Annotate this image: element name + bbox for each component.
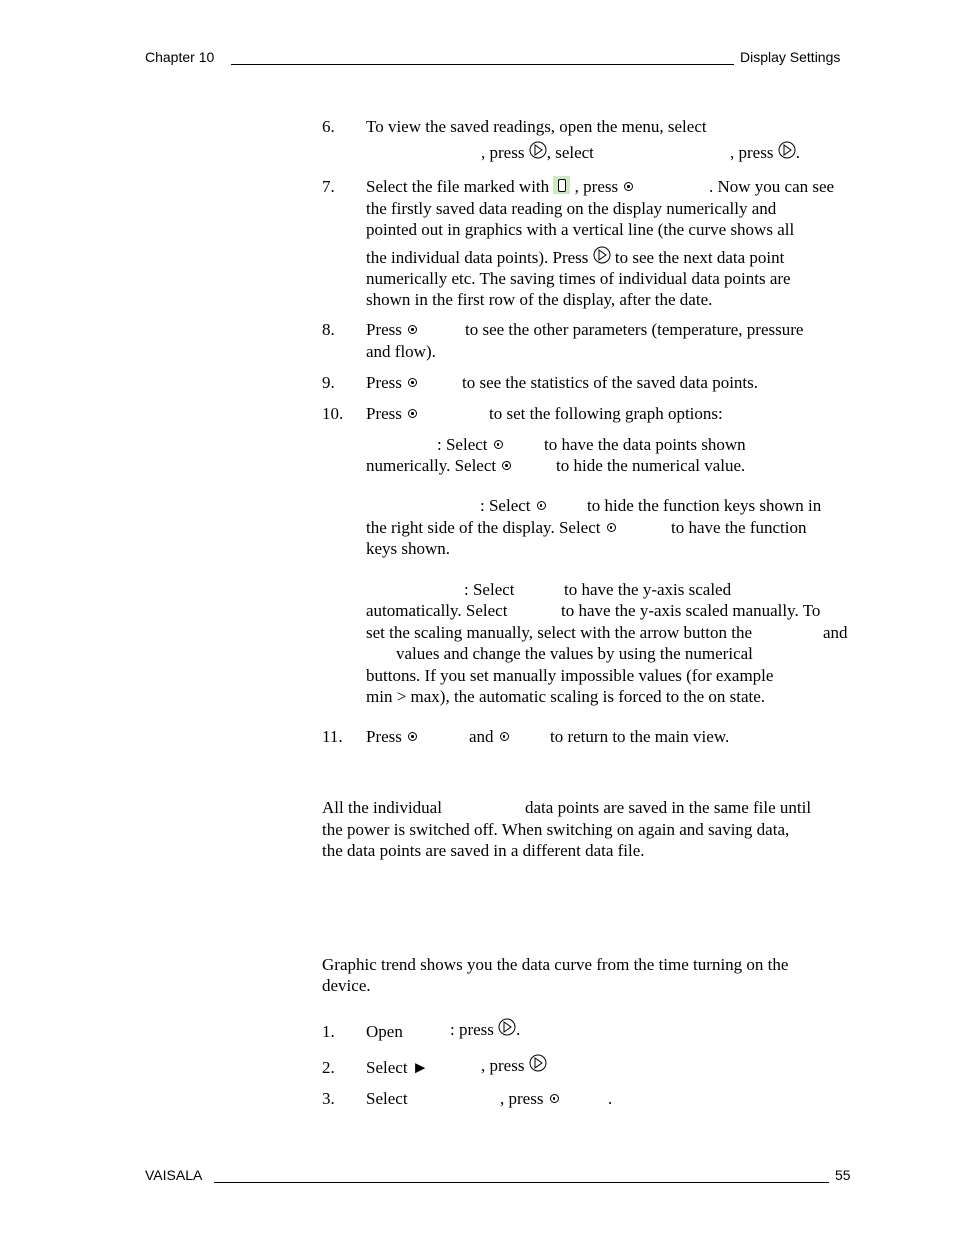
bottom-step-3-select: Select xyxy=(366,1089,408,1108)
step-7-line4: the individual data points). Press to see the next data point xyxy=(366,245,784,269)
option-3-line5: buttons. If you set manually impossible values (for example xyxy=(366,666,774,685)
bottom-step-1-press: : press . xyxy=(450,1017,520,1041)
step-10-press: Press xyxy=(366,403,419,425)
step-7-line2: the firstly saved data reading on the display numerically and xyxy=(366,199,777,218)
right-arrow-button-icon xyxy=(498,1017,516,1037)
option-3-select: : Select xyxy=(464,580,515,599)
ok-button-icon xyxy=(408,409,417,418)
step-7-line1: Select the file marked with , press xyxy=(366,176,635,198)
option-3-line2: automatically. Select xyxy=(366,601,508,620)
step-10-number: 10. xyxy=(322,404,344,423)
ok-button-icon xyxy=(408,378,417,387)
para-1-line3: the data points are saved in a different data file. xyxy=(322,841,645,860)
option-3-line3: set the scaling manually, select with the arrow button the xyxy=(366,623,753,642)
ok-button-icon xyxy=(624,182,633,191)
option-1-line1: to have the data points shown xyxy=(544,435,746,454)
bottom-step-3-press: , press xyxy=(500,1088,561,1110)
step-8-line2: and flow). xyxy=(366,342,436,361)
right-arrow-button-icon xyxy=(593,245,611,265)
step-11-number: 11. xyxy=(322,727,343,746)
right-arrow-button-icon xyxy=(529,1053,547,1073)
footer-company: VAISALA xyxy=(145,1167,203,1183)
option-3-line2-end: to have the y-axis scaled manually. To xyxy=(561,601,821,620)
option-1-select: : Select xyxy=(437,434,505,456)
bottom-step-3-end: . xyxy=(608,1089,613,1108)
option-3-line4: values and change the values by using the numerical xyxy=(396,644,753,663)
para-1-line1a: All the individual xyxy=(322,798,442,817)
para-1-line2: the power is switched off. When switching on again and saving data, xyxy=(322,820,790,839)
bottom-step-1-number: 1. xyxy=(322,1022,335,1041)
option-2-line1: to hide the function keys shown in xyxy=(587,496,822,515)
header-rule xyxy=(231,64,734,65)
bottom-step-2-select: Select ► xyxy=(366,1058,429,1077)
bottom-step-3-number: 3. xyxy=(322,1089,335,1108)
bottom-step-2-number: 2. xyxy=(322,1058,335,1077)
step-8-press: Press xyxy=(366,319,419,341)
ok-button-icon xyxy=(494,440,503,449)
step-6-number: 6. xyxy=(322,117,335,136)
option-2-line2: the right side of the display. Select xyxy=(366,517,618,539)
option-2-select: : Select xyxy=(480,495,548,517)
header-section: Display Settings xyxy=(740,49,841,65)
header-chapter: Chapter 10 xyxy=(145,49,215,65)
footer-rule xyxy=(214,1182,829,1183)
option-2-line3: keys shown. xyxy=(366,539,451,558)
option-3-line6: min > max), the automatic scaling is forced to the on state. xyxy=(366,687,766,706)
bottom-step-2-press: , press xyxy=(481,1053,547,1077)
step-7-line6: shown in the first row of the display, after the date. xyxy=(366,290,713,309)
option-3-line3-end: and xyxy=(823,623,848,642)
bottom-step-1-open: Open xyxy=(366,1022,403,1041)
step-7-line3: pointed out in graphics with a vertical line (the curve shows all xyxy=(366,220,795,239)
step-7-line5: numerically etc. The saving times of individual data points are xyxy=(366,269,791,288)
step-7-line1-end: . Now you can see xyxy=(709,177,835,196)
para-2-line2: device. xyxy=(322,976,371,995)
para-2-line1: Graphic trend shows you the data curve from the time turning on the xyxy=(322,955,789,974)
ok-button-icon xyxy=(408,732,417,741)
page-number: 55 xyxy=(835,1167,851,1183)
step-9-line1: to see the statistics of the saved data points. xyxy=(462,373,759,392)
ok-button-icon xyxy=(502,461,511,470)
step-9-press: Press xyxy=(366,372,419,394)
option-1-line2: numerically. Select xyxy=(366,455,513,477)
step-8-line1: to see the other parameters (temperature, pressure xyxy=(465,320,804,339)
right-arrow-button-icon xyxy=(529,140,547,160)
ok-button-icon xyxy=(408,325,417,334)
ok-button-icon xyxy=(550,1094,559,1103)
option-1-line2-end: to hide the numerical value. xyxy=(556,456,746,475)
step-6-line2: , press , select xyxy=(481,140,594,164)
step-11-and: and xyxy=(469,726,511,748)
step-9-number: 9. xyxy=(322,373,335,392)
step-10-line1: to set the following graph options: xyxy=(489,404,723,423)
ok-button-icon xyxy=(607,523,616,532)
step-6-line2-end: , press . xyxy=(730,140,800,164)
step-8-number: 8. xyxy=(322,320,335,339)
step-11-press: Press xyxy=(366,726,419,748)
option-2-line2-end: to have the function xyxy=(671,518,807,537)
option-3-line1: to have the y-axis scaled xyxy=(564,580,732,599)
file-marker-icon xyxy=(553,176,570,194)
right-arrow-button-icon xyxy=(778,140,796,160)
para-1-line1b: data points are saved in the same file until xyxy=(525,798,812,817)
ok-button-icon xyxy=(500,732,509,741)
step-7-number: 7. xyxy=(322,177,335,196)
step-11-end: to return to the main view. xyxy=(550,727,730,746)
step-6-line1: To view the saved readings, open the menu, select xyxy=(366,117,707,136)
ok-button-icon xyxy=(537,501,546,510)
